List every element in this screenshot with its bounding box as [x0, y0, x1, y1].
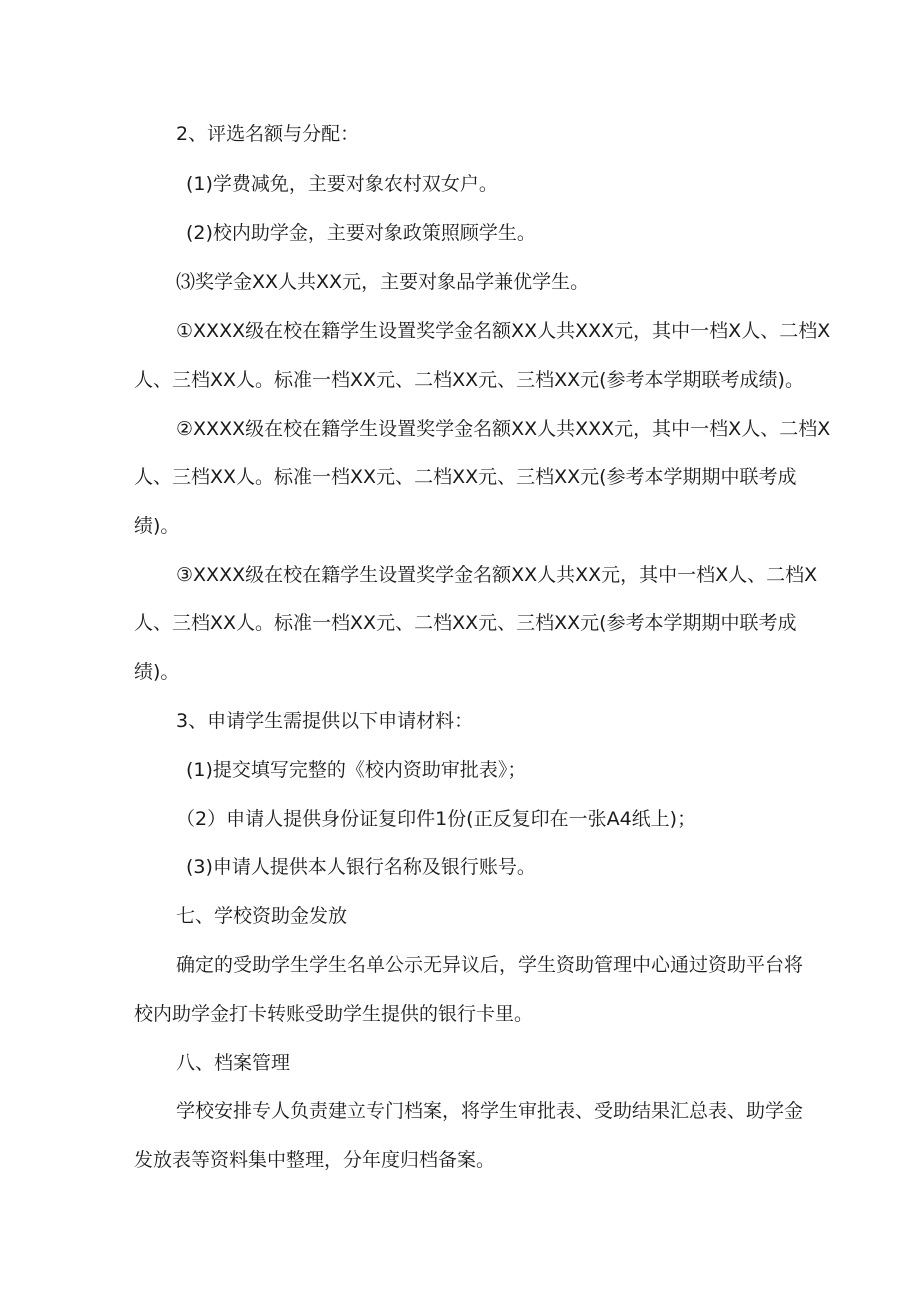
section-8-paragraph-line-2: 发放表等资料集中整理，分年度归档备案。	[134, 1149, 496, 1171]
allocation-item-2: (2)校内助学金，主要对象政策照顾学生。	[186, 222, 536, 244]
scholarship-grade-2-line-1: ②XXXX级在校在籍学生设置奖学金名额XX人共XXX元，其中一档X人、二档X	[176, 418, 831, 440]
allocation-item-3: ⑶奖学金XX人共XX元，主要对象品学兼优学生。	[176, 271, 590, 293]
section-8-paragraph-line-1: 学校安排专人负责建立专门档案，将学生审批表、受助结果汇总表、助学金	[176, 1100, 804, 1122]
section-heading-2: 2、评选名额与分配：	[176, 123, 360, 145]
scholarship-grade-3-line-1: ③XXXX级在校在籍学生设置奖学金名额XX人共XX元，其中一档X人、二档X	[176, 564, 818, 586]
section-heading-3: 3、申请学生需提供以下申请材料：	[176, 710, 474, 732]
allocation-item-1: (1)学费减免，主要对象农村双女户。	[186, 173, 498, 195]
scholarship-grade-1-line-1: ①XXXX级在校在籍学生设置奖学金名额XX人共XXX元，其中一档X人、二档X	[176, 320, 831, 342]
scholarship-grade-3-line-3: 绩)。	[134, 661, 180, 683]
section-heading-7: 七、学校资助金发放	[176, 905, 348, 927]
section-7-paragraph-line-1: 确定的受助学生学生名单公示无异议后，学生资助管理中心通过资助平台将	[176, 954, 804, 976]
material-item-3: (3)申请人提供本人银行名称及银行账号。	[186, 856, 536, 878]
section-heading-8: 八、档案管理	[176, 1052, 291, 1074]
material-item-2: （2）申请人提供身份证复印件1份(正反复印在一张A4纸上)；	[176, 808, 697, 830]
section-7-paragraph-line-2: 校内助学金打卡转账受助学生提供的银行卡里。	[134, 1003, 534, 1025]
scholarship-grade-3-line-2: 人、三档XX人。标准一档XX元、二档XX元、三档XX元(参考本学期期中联考成	[134, 612, 797, 634]
material-item-1: (1)提交填写完整的《校内资助审批表》；	[186, 759, 527, 781]
scholarship-grade-2-line-2: 人、三档XX人。标准一档XX元、二档XX元、三档XX元(参考本学期期中联考成	[134, 466, 797, 488]
scholarship-grade-2-line-3: 绩)。	[134, 515, 180, 537]
scholarship-grade-1-line-2: 人、三档XX人。标准一档XX元、二档XX元、三档XX元(参考本学期联考成绩)。	[134, 369, 804, 391]
